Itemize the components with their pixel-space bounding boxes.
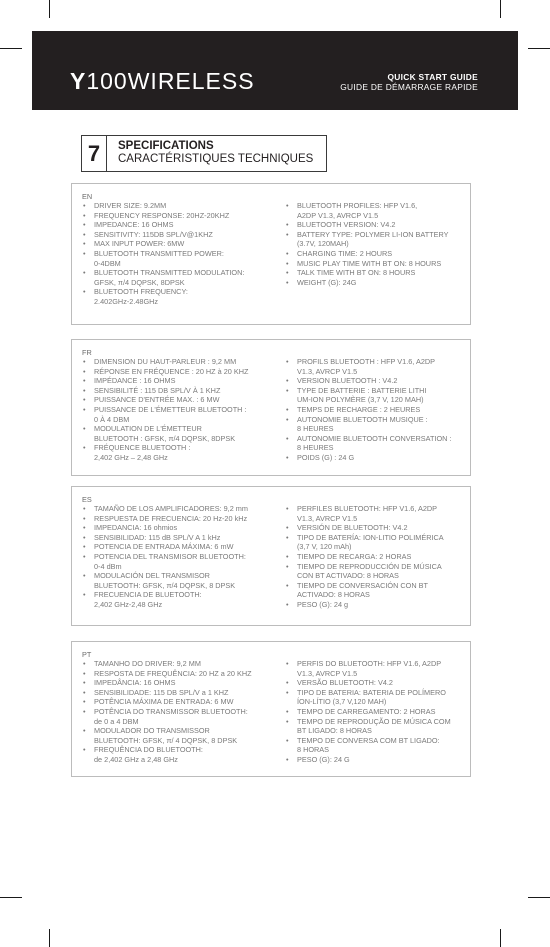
spec-item: • AUTONOMIE BLUETOOTH CONVERSATION : 8 HEURES bbox=[285, 434, 467, 453]
spec-item: • PUISSANCE D'ENTRÉE MAX. : 6 MW bbox=[82, 395, 278, 405]
spec-item: • IMPÉDANCE : 16 OHMS bbox=[82, 376, 278, 386]
spec-item: • PESO (G): 24 G bbox=[285, 755, 467, 765]
guide-title-en: QUICK START GUIDE bbox=[387, 72, 478, 82]
spec-item: • BLUETOOTH TRANSMITTED MODULATION: GFSK, π/4 DQPSK, 8DPSK bbox=[82, 268, 278, 287]
spec-item: • BLUETOOTH PROFILES: HFP V1.6, A2DP V1.3, AVRCP V1.5 bbox=[285, 201, 467, 220]
section-heading bbox=[81, 135, 327, 172]
spec-item: • SENSIBILIDAD: 115 dB SPL/V A 1 kHz bbox=[82, 533, 278, 543]
spec-item: • TAMANHO DO DRIVER: 9,2 MM bbox=[82, 659, 278, 669]
brand-logo bbox=[70, 68, 255, 95]
spec-item: • POTÊNCIA DO TRANSMISSOR BLUETOOTH: de 0 a 4 DBM bbox=[82, 707, 278, 726]
language-label: EN bbox=[82, 192, 93, 201]
section-title-en: SPECIFICATIONS bbox=[118, 140, 214, 152]
spec-item: • PERFIS DO BLUETOOTH: HFP V1.6, A2DP V1.3, AVRCP V1.5 bbox=[285, 659, 467, 678]
crop-mark bbox=[49, 929, 50, 947]
header-banner bbox=[32, 31, 518, 110]
spec-list-right bbox=[285, 504, 467, 610]
crop-mark bbox=[0, 897, 22, 898]
spec-list-left bbox=[82, 201, 278, 307]
brand-name: 100WIRELESS bbox=[86, 68, 255, 94]
spec-item: • TIPO DE BATERIA: BATERIA DE POLÍMERO ÍON-LÍTIO (3,7 V,120 MAH) bbox=[285, 688, 467, 707]
language-label: FR bbox=[82, 348, 92, 357]
guide-title-fr: GUIDE DE DÉMARRAGE RAPIDE bbox=[340, 82, 478, 92]
spec-item: • TEMPO DE CARREGAMENTO: 2 HORAS bbox=[285, 707, 467, 717]
spec-item: • RÉPONSE EN FRÉQUENCE : 20 HZ à 20 KHZ bbox=[82, 367, 278, 377]
spec-item: • TEMPS DE RECHARGE : 2 HEURES bbox=[285, 405, 467, 415]
crop-mark bbox=[49, 0, 50, 18]
crop-mark bbox=[528, 897, 550, 898]
spec-item: • BLUETOOTH TRANSMITTED POWER: 0-4DBM bbox=[82, 249, 278, 268]
spec-item: • FRÉQUENCE BLUETOOTH : 2,402 GHz – 2,48 GHz bbox=[82, 443, 278, 462]
spec-item: • DIMENSION DU HAUT-PARLEUR : 9,2 MM bbox=[82, 357, 278, 367]
spec-item: • TIEMPO DE CONVERSACIÓN CON BT ACTIVADO: 8 HORAS bbox=[285, 581, 467, 600]
spec-item: • TEMPO DE REPRODUÇÃO DE MÚSICA COM BT LIGADO: 8 HORAS bbox=[285, 717, 467, 736]
spec-list-left bbox=[82, 659, 278, 765]
spec-item: • MUSIC PLAY TIME WITH BT ON: 8 HOURS bbox=[285, 259, 467, 269]
spec-item: • POTÊNCIA MÁXIMA DE ENTRADA: 6 MW bbox=[82, 697, 278, 707]
spec-item: • TIEMPO DE RECARGA: 2 HORAS bbox=[285, 552, 467, 562]
spec-item: • PESO (G): 24 g bbox=[285, 600, 467, 610]
spec-list-right bbox=[285, 357, 467, 463]
crop-mark bbox=[500, 0, 501, 18]
spec-item: • FREQUENCY RESPONSE: 20HZ-20KHZ bbox=[82, 211, 278, 221]
spec-item: • TIEMPO DE REPRODUCCIÓN DE MÚSICA CON BT ACTIVADO: 8 HORAS bbox=[285, 562, 467, 581]
spec-item: • AUTONOMIE BLUETOOTH MUSIQUE : 8 HEURES bbox=[285, 415, 467, 434]
spec-item: • IMPEDÂNCIA: 16 OHMS bbox=[82, 678, 278, 688]
spec-item: • IMPEDANCIA: 16 ohmios bbox=[82, 523, 278, 533]
spec-item: • BATTERY TYPE: POLYMER LI-ION BATTERY (3.7V, 120MAH) bbox=[285, 230, 467, 249]
guide-title bbox=[340, 72, 478, 92]
spec-item: • POTENCIA DEL TRANSMISOR BLUETOOTH: 0-4 dBm bbox=[82, 552, 278, 571]
spec-item: • WEIGHT (G): 24G bbox=[285, 278, 467, 288]
spec-item: • RESPOSTA DE FREQUÊNCIA: 20 HZ a 20 KHZ bbox=[82, 669, 278, 679]
spec-item: • DRIVER SIZE: 9.2MM bbox=[82, 201, 278, 211]
spec-item: • MAX INPUT POWER: 6MW bbox=[82, 239, 278, 249]
spec-item: • CHARGING TIME: 2 HOURS bbox=[285, 249, 467, 259]
spec-item: • SENSITIVITY: 115DB SPL/V@1KHZ bbox=[82, 230, 278, 240]
spec-item: • PROFILS BLUETOOTH : HFP V1.6, A2DP V1.3, AVRCP V1.5 bbox=[285, 357, 467, 376]
section-title bbox=[118, 140, 313, 166]
spec-item: • PERFILES BLUETOOTH: HFP V1.6, A2DP V1.3, AVRCP V1.5 bbox=[285, 504, 467, 523]
spec-item: • RESPUESTA DE FRECUENCIA: 20 Hz-20 kHz bbox=[82, 514, 278, 524]
spec-item: • IMPEDANCE: 16 OHMS bbox=[82, 220, 278, 230]
brand-y: Y bbox=[70, 68, 87, 94]
spec-item: • TAMAÑO DE LOS AMPLIFICADORES: 9,2 mm bbox=[82, 504, 278, 514]
spec-item: • POTENCIA DE ENTRADA MÁXIMA: 6 mW bbox=[82, 542, 278, 552]
spec-item: • FREQUÊNCIA DO BLUETOOTH: de 2,402 GHz a 2,48 GHz bbox=[82, 745, 278, 764]
spec-list-left bbox=[82, 357, 278, 463]
spec-list-left bbox=[82, 504, 278, 610]
spec-item: • SENSIBILIDADE: 115 DB SPL/V a 1 KHZ bbox=[82, 688, 278, 698]
language-label: ES bbox=[82, 495, 92, 504]
spec-item: • BLUETOOTH VERSION: V4.2 bbox=[285, 220, 467, 230]
crop-mark bbox=[500, 929, 501, 947]
spec-item: • VERSÃO BLUETOOTH: V4.2 bbox=[285, 678, 467, 688]
spec-panel-es bbox=[71, 486, 471, 626]
spec-item: • TEMPO DE CONVERSA COM BT LIGADO: 8 HORAS bbox=[285, 736, 467, 755]
section-title-fr: CARACTÉRISTIQUES TECHNIQUES bbox=[118, 153, 314, 165]
spec-list-right bbox=[285, 201, 467, 287]
crop-mark bbox=[0, 48, 22, 49]
spec-item: • POIDS (G) : 24 G bbox=[285, 453, 467, 463]
spec-list-right bbox=[285, 659, 467, 765]
crop-mark bbox=[528, 48, 550, 49]
spec-item: • TIPO DE BATERÍA: ION-LITIO POLIMÉRICA (3,7 V, 120 mAh) bbox=[285, 533, 467, 552]
spec-item: • MODULADOR DO TRANSMISSOR BLUETOOTH: GFSK, π/ 4 DQPSK, 8 DPSK bbox=[82, 726, 278, 745]
spec-item: • VERSION BLUETOOTH : V4.2 bbox=[285, 376, 467, 386]
spec-item: • BLUETOOTH FREQUENCY: 2.402GHz-2.48GHz bbox=[82, 287, 278, 306]
spec-item: • TYPE DE BATTERIE : BATTERIE LITHI UM-ION POLYMÈRE (3,7 V, 120 MAH) bbox=[285, 386, 467, 405]
spec-item: • FRECUENCIA DE BLUETOOTH: 2,402 GHz-2,48 GHz bbox=[82, 590, 278, 609]
spec-panel-en bbox=[71, 183, 471, 325]
spec-item: • SENSIBILITÉ : 115 DB SPL/V À 1 KHZ bbox=[82, 386, 278, 396]
spec-item: • MODULATION DE L'ÉMETTEUR BLUETOOTH : GFSK, π/4 DQPSK, 8DPSK bbox=[82, 424, 278, 443]
language-label: PT bbox=[82, 650, 92, 659]
spec-item: • TALK TIME WITH BT ON: 8 HOURS bbox=[285, 268, 467, 278]
section-number: 7 bbox=[82, 136, 107, 171]
spec-panel-fr bbox=[71, 339, 471, 476]
spec-item: • VERSIÓN DE BLUETOOTH: V4.2 bbox=[285, 523, 467, 533]
spec-item: • MODULACIÓN DEL TRANSMISOR BLUETOOTH: GFSK, π/4 DQPSK, 8 DPSK bbox=[82, 571, 278, 590]
spec-item: • PUISSANCE DE L'ÉMETTEUR BLUETOOTH : 0 À 4 DBM bbox=[82, 405, 278, 424]
spec-panel-pt bbox=[71, 641, 471, 777]
